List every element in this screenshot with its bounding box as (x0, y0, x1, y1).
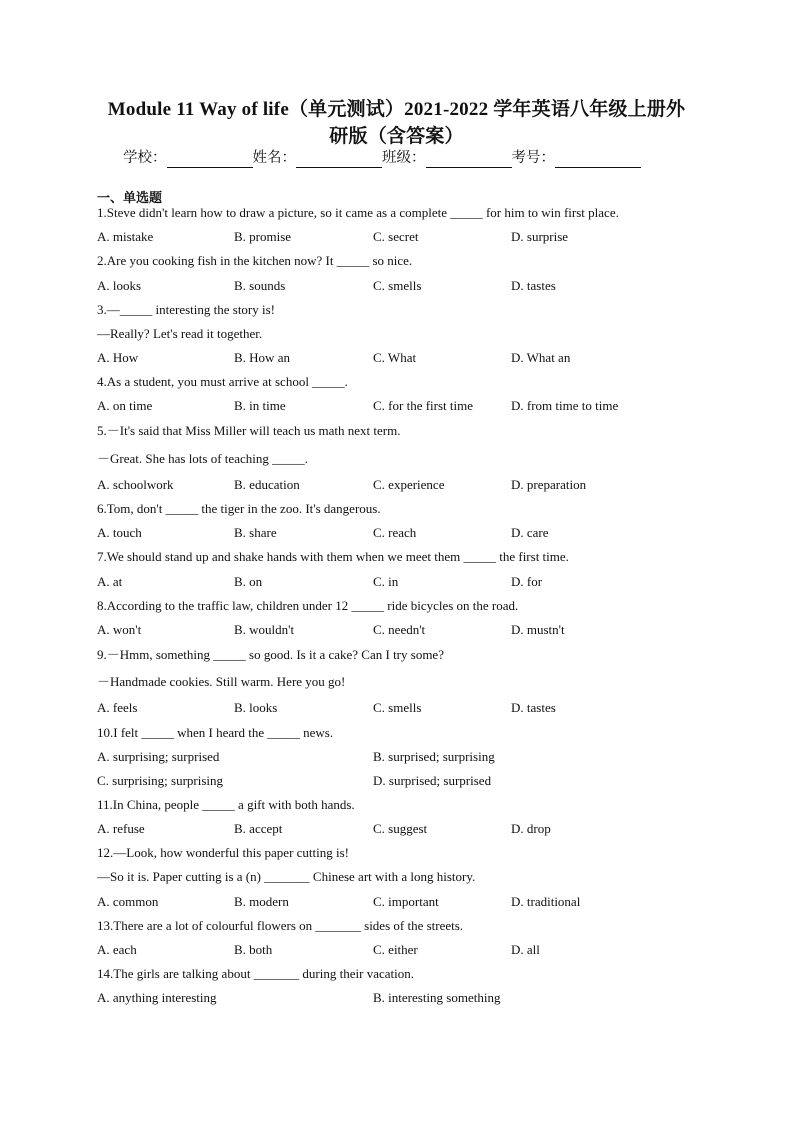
question-12-stem: 12.—Look, how wonderful this paper cutting is! (97, 845, 350, 860)
question-13-option-b: B. both (234, 942, 273, 957)
question-8-option-c: C. needn't (373, 622, 426, 637)
question-6-option-b: B. share (234, 525, 277, 540)
question-2-option-c: C. smells (373, 278, 422, 293)
question-4-option-c: C. for the first time (373, 398, 474, 413)
question-12-reply: —So it is. Paper cutting is a (n) _______ Chinese art with a long history. (97, 869, 476, 884)
question-9-reply: －Handmade cookies. Still warm. Here you go! (97, 674, 346, 689)
question-5-stem: 5.－It's said that Miss Miller will teach us math next term. (97, 423, 401, 438)
question-3-reply: —Really? Let's read it together. (97, 326, 263, 341)
question-9-option-c: C. smells (373, 700, 422, 715)
question-5-reply: －Great. She has lots of teaching _____. (97, 451, 308, 466)
question-13-option-d: D. all (511, 942, 540, 957)
question-8-option-a: A. won't (97, 622, 142, 637)
question-8-option-d: D. mustn't (511, 622, 565, 637)
question-13-option-a: A. each (97, 942, 137, 957)
question-8-option-b: B. wouldn't (234, 622, 295, 637)
school-blank[interactable] (167, 150, 253, 168)
name-label: 姓名： (252, 150, 296, 166)
question-12-option-a: A. common (97, 894, 159, 909)
document-title-line1: Module 11 Way of life（单元测试）2021-2022 学年英语八年级上册外 (107, 99, 686, 120)
question-2-option-d: D. tastes (511, 278, 556, 293)
class-label: 班级： (382, 150, 426, 166)
question-7-option-c: C. in (373, 574, 399, 589)
question-11-option-a: A. refuse (97, 821, 145, 836)
question-2-stem: 2.Are you cooking fish in the kitchen now? It _____ so nice. (97, 253, 413, 268)
question-1-option-b: B. promise (234, 229, 292, 244)
question-2-option-a: A. looks (97, 278, 142, 293)
question-6-option-a: A. touch (97, 525, 142, 540)
document-title-line2: 研版（含答案） (329, 126, 464, 147)
school-label: 学校： (123, 150, 167, 166)
question-12-option-b: B. modern (234, 894, 289, 909)
question-7-option-a: A. at (97, 574, 123, 589)
name-blank[interactable] (296, 150, 382, 168)
question-6-option-c: C. reach (373, 525, 417, 540)
question-11-option-d: D. drop (511, 821, 551, 836)
question-10-option-d: D. surprised; surprised (373, 773, 492, 788)
question-3-option-d: D. What an (511, 350, 571, 365)
question-5-option-a: A. schoolwork (97, 477, 174, 492)
question-3-option-c: C. What (373, 350, 417, 365)
question-9-option-a: A. feels (97, 700, 138, 715)
question-9-option-b: B. looks (234, 700, 278, 715)
question-1-option-c: C. secret (373, 229, 419, 244)
question-4-stem: 4.As a student, you must arrive at school _____. (97, 374, 348, 389)
question-8-stem: 8.According to the traffic law, children under 12 _____ ride bicycles on the road. (97, 598, 519, 613)
question-6-stem: 6.Tom, don't _____ the tiger in the zoo. It's dangerous. (97, 501, 381, 516)
question-5-option-d: D. preparation (511, 477, 587, 492)
question-7-option-d: D. for (511, 574, 543, 589)
question-11-option-c: C. suggest (373, 821, 428, 836)
question-4-option-d: D. from time to time (511, 398, 619, 413)
question-1-option-a: A. mistake (97, 229, 154, 244)
question-11-option-b: B. accept (234, 821, 283, 836)
question-5-option-c: C. experience (373, 477, 445, 492)
question-4-option-a: A. on time (97, 398, 153, 413)
exam-number-blank[interactable] (555, 150, 641, 168)
section-title: 一、单选题 (97, 190, 163, 205)
question-3-option-b: B. How an (234, 350, 290, 365)
question-9-stem: 9.－Hmm, something _____ so good. Is it a cake? Can I try some? (97, 647, 444, 662)
question-6-option-d: D. care (511, 525, 549, 540)
question-7-stem: 7.We should stand up and shake hands with them when we meet them _____ the first time. (97, 549, 569, 564)
question-12-option-d: D. traditional (511, 894, 581, 909)
question-14-stem: 14.The girls are talking about _______ during their vacation. (97, 966, 414, 981)
question-10-option-a: A. surprising; surprised (97, 749, 220, 764)
question-10-option-b: B. surprised; surprising (373, 749, 495, 764)
question-7-option-b: B. on (234, 574, 263, 589)
question-4-option-b: B. in time (234, 398, 286, 413)
question-10-option-c: C. surprising; surprising (97, 773, 224, 788)
question-2-option-b: B. sounds (234, 278, 286, 293)
exam-number-label: 考号： (511, 150, 555, 166)
question-3-stem: 3.—_____ interesting the story is! (97, 302, 276, 317)
question-3-option-a: A. How (97, 350, 139, 365)
question-11-stem: 11.In China, people _____ a gift with both hands. (97, 797, 355, 812)
question-10-stem: 10.I felt _____ when I heard the _____ news. (97, 725, 334, 740)
question-13-option-c: C. either (373, 942, 418, 957)
question-14-option-a: A. anything interesting (97, 990, 217, 1005)
question-14-option-b: B. interesting something (373, 990, 501, 1005)
question-1-stem: 1.Steve didn't learn how to draw a picture, so it came as a complete _____ for him to win first place. (97, 205, 619, 220)
question-13-stem: 13.There are a lot of colourful flowers on _______ sides of the streets. (97, 918, 464, 933)
question-9-option-d: D. tastes (511, 700, 556, 715)
question-1-option-d: D. surprise (511, 229, 569, 244)
question-5-option-b: B. education (234, 477, 300, 492)
class-blank[interactable] (426, 150, 512, 168)
question-12-option-c: C. important (373, 894, 439, 909)
student-info-row (123, 148, 641, 168)
